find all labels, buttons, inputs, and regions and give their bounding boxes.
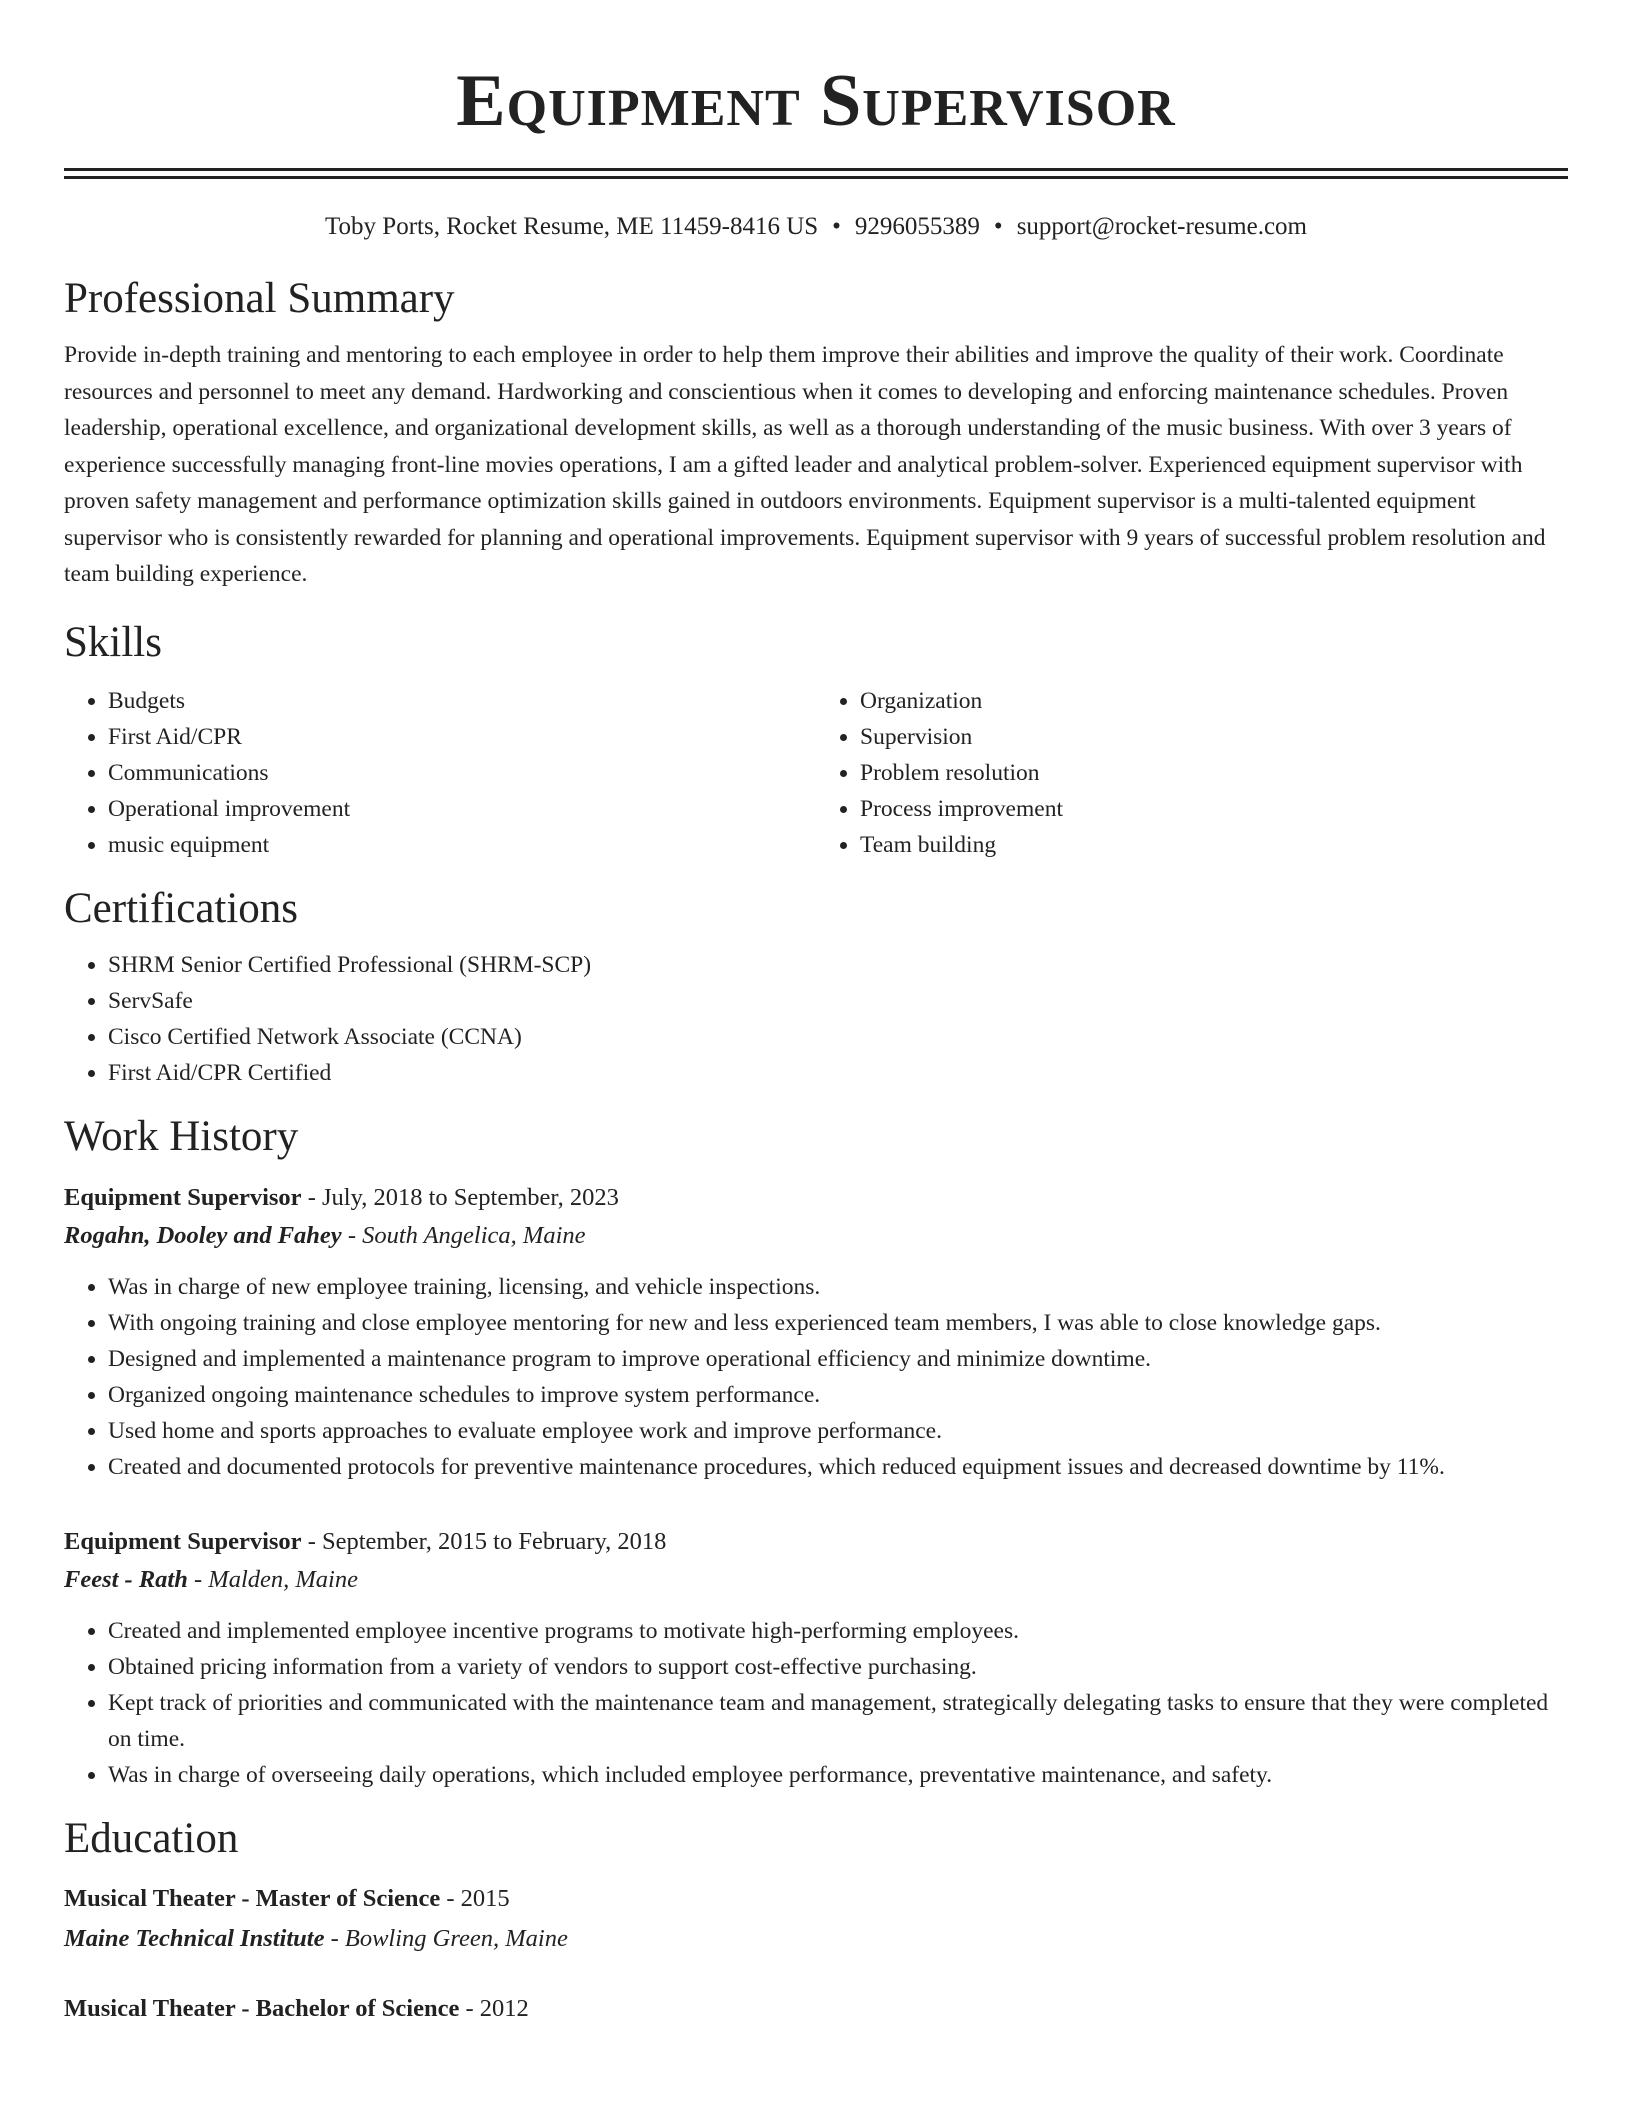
- certification-item: • Cisco Certified Network Associate (CCNA): [108, 1019, 1568, 1055]
- work-history-heading: Work History: [64, 1112, 299, 1160]
- education-header: [64, 1989, 1568, 2029]
- skill-item: • Process improvement: [860, 791, 1568, 827]
- job-bullet: • Organized ongoing maintenance schedules to improve system performance.: [108, 1377, 1568, 1413]
- skill-item: • Problem resolution: [860, 755, 1568, 791]
- contact-phone: 9296055389: [854, 213, 980, 240]
- job-dates: - July, 2018 to September, 2023: [301, 1183, 619, 1211]
- job-location: - Malden, Maine: [187, 1565, 358, 1593]
- skill-item: • Organization: [860, 683, 1568, 719]
- job-employer: [64, 1561, 1568, 1599]
- job-role: Equipment Supervisor: [64, 1183, 302, 1211]
- job-company: Feest - Rath: [64, 1565, 188, 1593]
- contact-separator: •: [832, 213, 841, 240]
- job-entry: [64, 1179, 1568, 1485]
- resume-name: Equipment Supervisor: [456, 60, 1176, 142]
- certification-item: • SHRM Senior Certified Professional (SHRM-SCP): [108, 947, 1568, 983]
- education-entry: [64, 1879, 1568, 1959]
- certification-item: • First Aid/CPR Certified: [108, 1055, 1568, 1091]
- certification-item: • ServSafe: [108, 983, 1568, 1019]
- skills-columns: [64, 683, 1568, 863]
- certifications-list: [64, 947, 1568, 1091]
- education-degree: Musical Theater - Bachelor of Science: [64, 1994, 460, 2022]
- education-entry: [64, 1989, 1568, 2029]
- job-company: Rogahn, Dooley and Fahey: [64, 1221, 342, 1249]
- job-bullet: • With ongoing training and close employee mentoring for new and less experienced team members, I was able to close knowledge gaps.: [108, 1305, 1568, 1341]
- contact-address: Toby Ports, Rocket Resume, ME 11459-8416 US: [325, 213, 819, 240]
- job-header: [64, 1523, 1568, 1561]
- certifications-heading: Certifications: [64, 884, 299, 932]
- job-header: [64, 1179, 1568, 1217]
- job-bullet: • Was in charge of new employee training, licensing, and vehicle inspections.: [108, 1269, 1568, 1305]
- job-bullet-list: [64, 1269, 1568, 1485]
- job-dates: - September, 2015 to February, 2018: [301, 1527, 667, 1555]
- education-heading: Education: [64, 1814, 239, 1862]
- contact-separator: •: [993, 213, 1003, 240]
- skill-item: • Communications: [108, 755, 816, 791]
- education-degree: Musical Theater - Master of Science: [64, 1884, 441, 1912]
- summary-heading: Professional Summary: [64, 275, 455, 322]
- skills-list-left: [64, 683, 816, 863]
- job-bullet: • Used home and sports approaches to evaluate employee work and improve performance.: [108, 1413, 1568, 1449]
- job-bullet: • Designed and implemented a maintenance program to improve operational efficiency and minimize downtime.: [108, 1341, 1568, 1377]
- skill-item: • Budgets: [108, 683, 816, 719]
- education-location: - Bowling Green, Maine: [324, 1924, 568, 1952]
- job-bullet: • Kept track of priorities and communicated with the maintenance team and management, strategically delegating tasks to ensure that they were completed on time.: [108, 1685, 1568, 1757]
- job-bullet: • Was in charge of overseeing daily operations, which included employee performance, preventative maintenance, and safety.: [108, 1757, 1568, 1793]
- skills-heading: Skills: [64, 618, 162, 666]
- education-header: [64, 1879, 1568, 1919]
- skills-list-right: [816, 683, 1568, 863]
- job-bullet: • Created and documented protocols for preventive maintenance procedures, which reduced equipment issues and decreased downtime by 11%.: [108, 1449, 1568, 1485]
- job-employer: [64, 1217, 1568, 1255]
- education-year: - 2015: [440, 1884, 510, 1912]
- education-school: Maine Technical Institute: [64, 1924, 325, 1952]
- job-bullet-list: [64, 1613, 1568, 1793]
- skill-item: • Operational improvement: [108, 791, 816, 827]
- skill-item: • Team building: [860, 827, 1568, 863]
- header-double-rule: [64, 168, 1568, 179]
- contact-line: [64, 211, 1568, 243]
- education-year: - 2012: [459, 1994, 529, 2022]
- skill-item: • First Aid/CPR: [108, 719, 816, 755]
- education-institution: [64, 1919, 1568, 1959]
- job-role: Equipment Supervisor: [64, 1527, 302, 1555]
- job-entry: [64, 1523, 1568, 1793]
- job-bullet: • Obtained pricing information from a variety of vendors to support cost-effective purchasing.: [108, 1649, 1568, 1685]
- skill-item: • Supervision: [860, 719, 1568, 755]
- contact-email: support@rocket-resume.com: [1016, 213, 1307, 240]
- job-location: - South Angelica, Maine: [341, 1221, 586, 1249]
- summary-text: Provide in-depth training and mentoring to each employee in order to help them improve their abilities and improve the quality of their work. Coordinate resources and personnel to meet any demand. Hardworking and conscientious when it comes to developing and enforcing maintenance schedules. Proven leadership, operational excellence, and organizational development skills, as well as a thorough understanding of the music business. With over 3 years of experience successfully managing front-line movies operations, I am a gifted leader and analytical problem-solver. Experienced equipment supervisor with proven safety management and performance optimization skills gained in outdoors environments. Equipment supervisor is a multi-talented equipment supervisor who is consistently rewarded for planning and operational improvements. Equipment supervisor with 9 years of successful problem resolution and team building experience.: [64, 342, 1546, 587]
- job-bullet: • Created and implemented employee incentive programs to motivate high-performing employees.: [108, 1613, 1568, 1649]
- skill-item: • music equipment: [108, 827, 816, 863]
